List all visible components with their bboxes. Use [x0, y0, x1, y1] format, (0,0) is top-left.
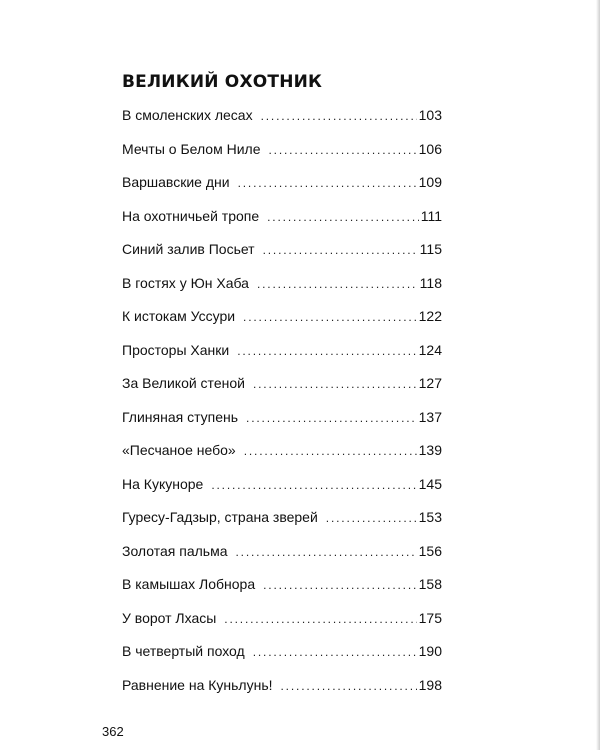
toc-entry-title: «Песчаное небо» [122, 442, 236, 458]
toc-entry [122, 239, 442, 273]
toc-entry-page: 124 [418, 341, 442, 358]
toc-entry [122, 541, 442, 575]
toc-entry-page: 153 [418, 509, 442, 525]
toc-entry-title: На Кукуноре [122, 475, 204, 492]
toc-entry-title: В гостях у Юн Хаба [122, 274, 249, 291]
toc-entry-title: В четвертый поход [122, 643, 245, 659]
toc-entry-title: В камышах Лобнора [122, 576, 256, 592]
toc-entry-title: Просторы Ханки [122, 341, 230, 358]
toc-entry [122, 373, 442, 407]
toc-entry [122, 105, 442, 139]
toc-entry-title: За Великой стеной [122, 375, 245, 391]
toc-leader-dots [211, 475, 416, 495]
toc-entry [122, 172, 442, 206]
toc-leader-dots [263, 240, 418, 260]
toc-entry-page: 122 [418, 308, 442, 324]
toc-entry-page: 106 [418, 140, 442, 157]
toc-entry [122, 306, 442, 340]
toc-entry-page: 109 [418, 174, 442, 190]
toc-leader-dots [253, 374, 417, 394]
toc-entry-page: 103 [418, 107, 442, 123]
toc-entry [122, 675, 442, 709]
toc-leader-dots [237, 341, 416, 361]
toc-leader-dots [236, 542, 417, 562]
toc-entry [122, 407, 442, 441]
toc-entry [122, 474, 442, 508]
toc-entry [122, 139, 442, 173]
toc-entry [122, 608, 442, 642]
toc-entry-page: 127 [418, 375, 442, 391]
toc-entry-page: 175 [418, 609, 442, 626]
toc-entry-page: 115 [419, 241, 442, 257]
toc-entry-title: Гуресу-Гадзыр, страна зверей [122, 509, 318, 525]
toc-leader-dots [263, 575, 417, 595]
toc-entry [122, 206, 442, 240]
toc-entry-page: 198 [418, 676, 442, 693]
toc-entry-title: У ворот Лхасы [122, 609, 217, 626]
toc-entry-title: На охотничьей тропе [122, 207, 260, 224]
toc-entry-title: Глиняная ступень [122, 408, 239, 425]
toc-entry [122, 340, 442, 374]
toc-leader-dots [224, 609, 416, 629]
toc-entry [122, 440, 442, 474]
toc-entry-title: В смоленских лесах [122, 107, 253, 123]
toc-leader-dots [246, 408, 417, 428]
page-number: 362 [102, 724, 124, 739]
toc-leader-dots [326, 508, 417, 528]
toc-entry-page: 137 [418, 408, 442, 425]
toc-leader-dots [281, 676, 417, 696]
toc-leader-dots [269, 140, 417, 160]
toc-entry-page: 156 [418, 542, 442, 559]
table-of-contents [122, 105, 442, 708]
toc-leader-dots [253, 642, 417, 662]
toc-entry-title: Равнение на Куньлунь! [122, 676, 273, 693]
toc-entry-page: 111 [420, 207, 442, 224]
page-edge-shadow [596, 0, 600, 750]
toc-entry-page: 139 [418, 442, 442, 458]
toc-entry [122, 641, 442, 675]
toc-leader-dots [244, 441, 417, 461]
toc-leader-dots [267, 207, 419, 227]
toc-leader-dots [261, 106, 417, 126]
toc-entry [122, 507, 442, 541]
toc-entry [122, 273, 442, 307]
toc-entry-page: 190 [418, 643, 442, 659]
toc-entry-page: 158 [418, 576, 442, 592]
section-title: ВЕЛИКИЙ ОХОТНИК [122, 72, 323, 92]
toc-leader-dots [243, 307, 417, 327]
toc-entry-title: Синий залив Посьет [122, 241, 255, 257]
toc-entry [122, 574, 442, 608]
toc-entry-title: Варшавские дни [122, 174, 230, 190]
toc-entry-page: 118 [419, 274, 442, 291]
toc-entry-page: 145 [418, 475, 442, 492]
toc-entry-title: Мечты о Белом Ниле [122, 140, 261, 157]
toc-entry-title: К истокам Уссури [122, 308, 236, 324]
toc-entry-title: Золотая пальма [122, 542, 228, 559]
toc-leader-dots [238, 173, 417, 193]
toc-leader-dots [257, 274, 418, 294]
